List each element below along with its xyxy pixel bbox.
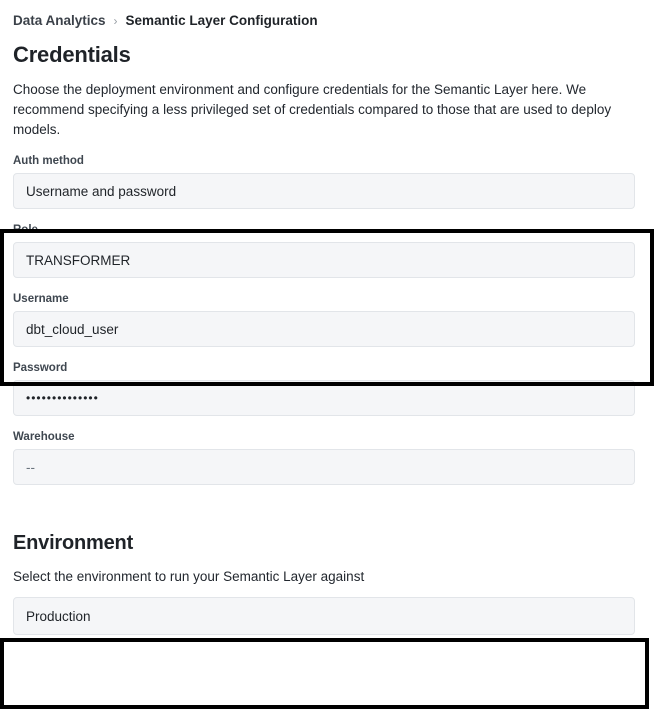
field-role (13, 224, 648, 278)
warehouse-input[interactable]: -- (13, 449, 635, 485)
breadcrumb (13, 0, 648, 28)
role-input[interactable]: TRANSFORMER (13, 242, 635, 278)
field-password (13, 362, 648, 416)
field-auth-method (13, 155, 648, 209)
field-label-role: Role (13, 224, 38, 236)
chevron-right-icon: › (113, 13, 118, 28)
field-label-warehouse: Warehouse (13, 431, 75, 443)
breadcrumb-current: Semantic Layer Configuration (125, 13, 318, 28)
environment-title: Environment (13, 532, 134, 554)
field-label-password: Password (13, 362, 68, 374)
environment-section (13, 532, 648, 635)
environment-description: Select the environment to run your Semantic Layer against (13, 569, 365, 584)
field-label-auth-method: Auth method (13, 155, 84, 167)
password-input[interactable]: •••••••••••••• (13, 380, 635, 416)
field-label-username: Username (13, 293, 69, 305)
username-input[interactable]: dbt_cloud_user (13, 311, 635, 347)
auth-method-input[interactable]: Username and password (13, 173, 635, 209)
field-warehouse (13, 431, 648, 485)
field-environment (13, 597, 648, 635)
highlight-box-environment (0, 638, 649, 709)
field-username (13, 293, 648, 347)
credentials-description: Choose the deployment environment and configure credentials for the Semantic Layer here. We recommend specifying a less privileged set of credentials compared to those that are used to deploy models. (13, 82, 612, 137)
page-title: Credentials (13, 42, 131, 67)
breadcrumb-parent-link[interactable]: Data Analytics (13, 13, 106, 28)
environment-select[interactable]: Production (13, 597, 635, 635)
